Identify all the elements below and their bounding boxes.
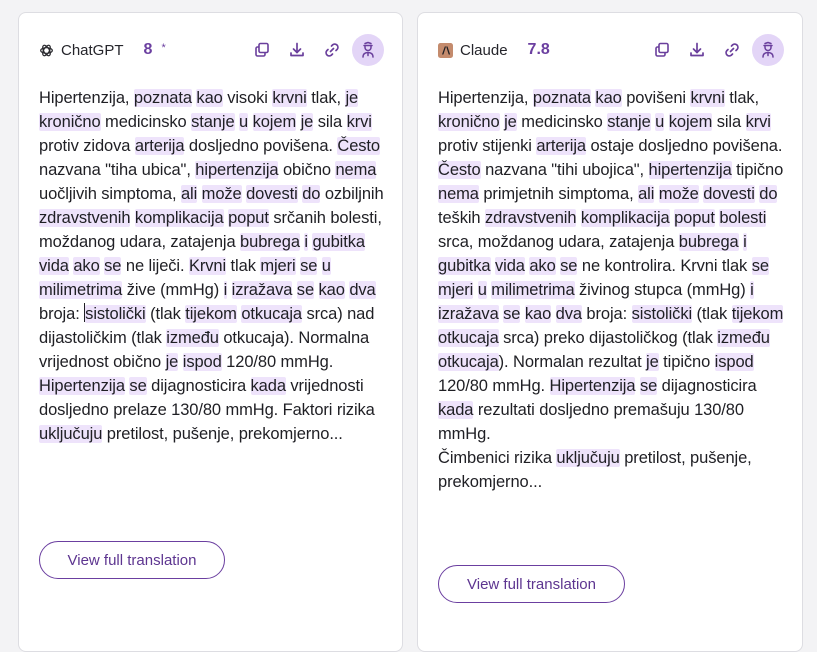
card-header [438, 37, 784, 63]
text-segment [296, 113, 300, 131]
highlighted-term: Često [337, 137, 380, 155]
anthropic-logo-icon [438, 43, 453, 58]
text-segment: rezultati dosljedno premašuju 130/80 mmHg. [438, 401, 744, 443]
highlighted-term: krvi [346, 113, 372, 131]
highlighted-term: bubrega [240, 233, 300, 251]
text-segment [197, 185, 201, 203]
text-segment: otkucaja). [218, 329, 299, 347]
highlighted-term: vida [39, 257, 69, 275]
text-segment [248, 113, 252, 131]
text-segment: srca, moždanog udara, zatajenja [438, 233, 679, 251]
highlighted-term: ispod [714, 353, 754, 371]
text-segment: živinog stupca (mmHg) [574, 281, 751, 299]
highlighted-term: se [560, 257, 578, 275]
model-name: ChatGPT [61, 41, 124, 59]
highlighted-term: arterija [536, 137, 586, 155]
highlighted-term: dovesti [246, 185, 298, 203]
text-segment: 120/80 mmHg. [221, 353, 334, 371]
highlighted-term: uključuju [556, 449, 620, 467]
highlighted-term: se [639, 377, 658, 395]
highlighted-term: uključuju [39, 425, 103, 443]
highlighted-term: tijekom [185, 305, 237, 323]
text-segment: srca) nad dijastoličkim (tlak [39, 305, 375, 347]
text-segment: pretilost, pušenje, prekomjerno... [438, 449, 752, 491]
highlighted-term: otkucaja [438, 353, 499, 371]
highlighted-term: gubitka [438, 257, 491, 275]
highlighted-term: Često [438, 161, 481, 179]
text-segment: (tlak [145, 305, 186, 323]
reviewer-icon[interactable] [352, 34, 384, 66]
text-segment: broja: [581, 305, 632, 323]
highlighted-term: do [302, 185, 321, 203]
text-segment [314, 281, 318, 299]
highlighted-term: otkucaja [241, 305, 302, 323]
text-segment: Normalan rezultat [513, 353, 647, 371]
text-segment: tlak, [306, 89, 346, 107]
text-segment: Hipertenzija, [39, 89, 134, 107]
highlighted-term: krvi [745, 113, 771, 131]
model-name: Claude [460, 41, 508, 59]
highlighted-term: kao [196, 89, 223, 107]
copy-icon[interactable] [252, 40, 272, 60]
highlighted-term: milimetrima [491, 281, 575, 299]
highlighted-term: i [750, 281, 754, 299]
highlighted-term: do [759, 185, 778, 203]
highlighted-term: hipertenzija [195, 161, 279, 179]
text-segment: ne kontrolira. Krvni tlak [577, 257, 752, 275]
link-icon[interactable] [722, 40, 742, 60]
highlighted-term: bolesti [719, 209, 767, 227]
text-segment: nazvana "tihi ubojica", [480, 161, 649, 179]
highlighted-term: je [300, 113, 314, 131]
highlighted-term: nema [335, 161, 377, 179]
translation-text [438, 86, 788, 494]
highlighted-term: komplikacija [134, 209, 224, 227]
highlighted-term: kronično [438, 113, 500, 131]
highlighted-term: ali [638, 185, 655, 203]
score-flag: * [161, 42, 166, 54]
text-segment: 120/80 mmHg. [438, 377, 550, 395]
text-segment: sila [313, 113, 347, 131]
translation-text [39, 86, 388, 446]
highlighted-term: sistolički [85, 305, 146, 323]
highlighted-term: se [503, 305, 521, 323]
highlighted-term: ispod [182, 353, 222, 371]
highlighted-term: poput [228, 209, 269, 227]
text-segment: protiv stijenki [438, 137, 537, 155]
text-segment: povišeni [621, 89, 691, 107]
highlighted-term: između [166, 329, 219, 347]
highlighted-term: u [477, 281, 487, 299]
highlighted-term: kada [250, 377, 286, 395]
text-segment: tipično [658, 353, 715, 371]
link-icon[interactable] [322, 40, 342, 60]
highlighted-term: izražava [231, 281, 293, 299]
highlighted-term: se [104, 257, 122, 275]
highlighted-term: arterija [134, 137, 185, 155]
highlighted-term: stanje [191, 113, 235, 131]
highlighted-term: dva [555, 305, 582, 323]
highlighted-term: se [129, 377, 147, 395]
highlighted-term: ako [73, 257, 100, 275]
text-segment: (tlak [692, 305, 732, 323]
text-segment: srčanih bolesti, moždanog udara, zatajenja [39, 209, 382, 251]
translation-card-claude [417, 12, 803, 652]
highlighted-term: hipertenzija [648, 161, 732, 179]
highlighted-term: kada [438, 401, 474, 419]
text-segment: sila [712, 113, 746, 131]
text-segment: visoki [222, 89, 273, 107]
text-segment: obično [278, 161, 336, 179]
highlighted-term: u [321, 257, 331, 275]
highlighted-term: može [201, 185, 242, 203]
text-segment: uočljivih simptoma, [39, 185, 181, 203]
text-segment: nazvana "tiha ubica", [39, 161, 196, 179]
highlighted-term: tijekom [731, 305, 784, 323]
text-segment: pretilost, pušenje, prekomjerno... [102, 425, 343, 443]
text-segment: medicinsko [100, 113, 192, 131]
text-segment: Normalna vrijednost obično [39, 329, 370, 371]
text-segment: žive (mmHg) [122, 281, 224, 299]
highlighted-term: i [743, 233, 747, 251]
highlighted-term: dva [349, 281, 376, 299]
text-segment: teških [438, 209, 485, 227]
text-segment: srca) preko dijastoličkog (tlak [498, 329, 718, 347]
highlighted-term: je [504, 113, 517, 131]
download-icon[interactable] [287, 40, 307, 60]
highlighted-term: milimetrima [39, 281, 123, 299]
text-segment: medicinsko [516, 113, 608, 131]
highlighted-term: kao [524, 305, 552, 323]
highlighted-term: mjeri [260, 257, 296, 275]
highlighted-term: se [751, 257, 769, 275]
text-segment: primjetnih simptoma, [478, 185, 639, 203]
highlighted-term: vida [495, 257, 525, 275]
highlighted-term: Krvni [188, 257, 227, 275]
quality-score: 7.8 [527, 41, 550, 58]
highlighted-term: Hipertenzija [549, 377, 636, 395]
text-segment: dijagnosticira [657, 377, 757, 395]
text-segment: dosljedno povišena. [184, 137, 338, 155]
text-segment: ostaje dosljedno povišena. [586, 137, 783, 155]
highlighted-term: gubitka [312, 233, 365, 251]
copy-icon[interactable] [652, 40, 672, 60]
highlighted-term: poznata [532, 89, 591, 107]
highlighted-term: je [345, 89, 359, 107]
highlighted-term: kronično [39, 113, 101, 131]
card-actions [637, 34, 784, 66]
highlighted-term: u [239, 113, 249, 131]
highlighted-term: kojem [252, 113, 297, 131]
text-segment: tlak [226, 257, 261, 275]
text-segment: tipično [731, 161, 784, 179]
text-segment: vrijednosti dosljedno prelaze 130/80 mmHg. Faktori rizika [39, 377, 375, 419]
highlighted-term: stanje [607, 113, 651, 131]
highlighted-term: krvni [690, 89, 725, 107]
highlighted-term: sistolički [631, 305, 693, 323]
openai-logo-icon [39, 43, 54, 58]
highlighted-term: između [717, 329, 770, 347]
card-header [39, 37, 384, 63]
highlighted-term: ali [180, 185, 198, 203]
view-full-translation-button[interactable]: View full translation [39, 541, 225, 579]
download-icon[interactable] [687, 40, 707, 60]
text-segment [227, 281, 231, 299]
text-segment: broja: [39, 305, 85, 323]
highlighted-term: u [655, 113, 665, 131]
highlighted-term: ako [529, 257, 556, 275]
text-segment: ozbiljnih [320, 185, 384, 203]
highlighted-term: otkucaja [438, 329, 499, 347]
text-segment: tlak, [724, 89, 760, 107]
reviewer-icon[interactable] [752, 34, 784, 66]
highlighted-term: se [296, 281, 315, 299]
highlighted-term: kao [318, 281, 345, 299]
text-segment: dijagnosticira [146, 377, 251, 395]
highlighted-term: može [658, 185, 699, 203]
highlighted-term: izražava [438, 305, 499, 323]
highlighted-term: je [165, 353, 179, 371]
highlighted-term: i [223, 281, 228, 299]
highlighted-term: komplikacija [580, 209, 670, 227]
highlighted-term: zdravstvenih [39, 209, 131, 227]
highlighted-term: krvni [272, 89, 307, 107]
card-actions [237, 34, 384, 66]
highlighted-term: je [646, 353, 659, 371]
highlighted-term: Hipertenzija [39, 377, 125, 395]
text-segment [551, 305, 555, 323]
text-segment: ). [498, 353, 514, 371]
highlighted-term: dovesti [703, 185, 755, 203]
quality-score: 8 [143, 41, 153, 58]
highlighted-term: kojem [668, 113, 713, 131]
highlighted-term: zdravstvenih [485, 209, 577, 227]
text-segment: protiv zidova [39, 137, 135, 155]
highlighted-term: poznata [133, 89, 192, 107]
highlighted-term: kao [595, 89, 622, 107]
highlighted-term: se [300, 257, 318, 275]
text-segment: Čimbenici rizika [438, 449, 557, 467]
highlighted-term: i [304, 233, 308, 251]
highlighted-term: mjeri [438, 281, 474, 299]
view-full-translation-button[interactable]: View full translation [438, 565, 625, 603]
highlighted-term: poput [674, 209, 715, 227]
highlighted-term: nema [438, 185, 479, 203]
translation-card-chatgpt [18, 12, 403, 652]
text-segment: Hipertenzija, [438, 89, 533, 107]
text-segment: ne liječi. [121, 257, 189, 275]
highlighted-term: bubrega [678, 233, 739, 251]
